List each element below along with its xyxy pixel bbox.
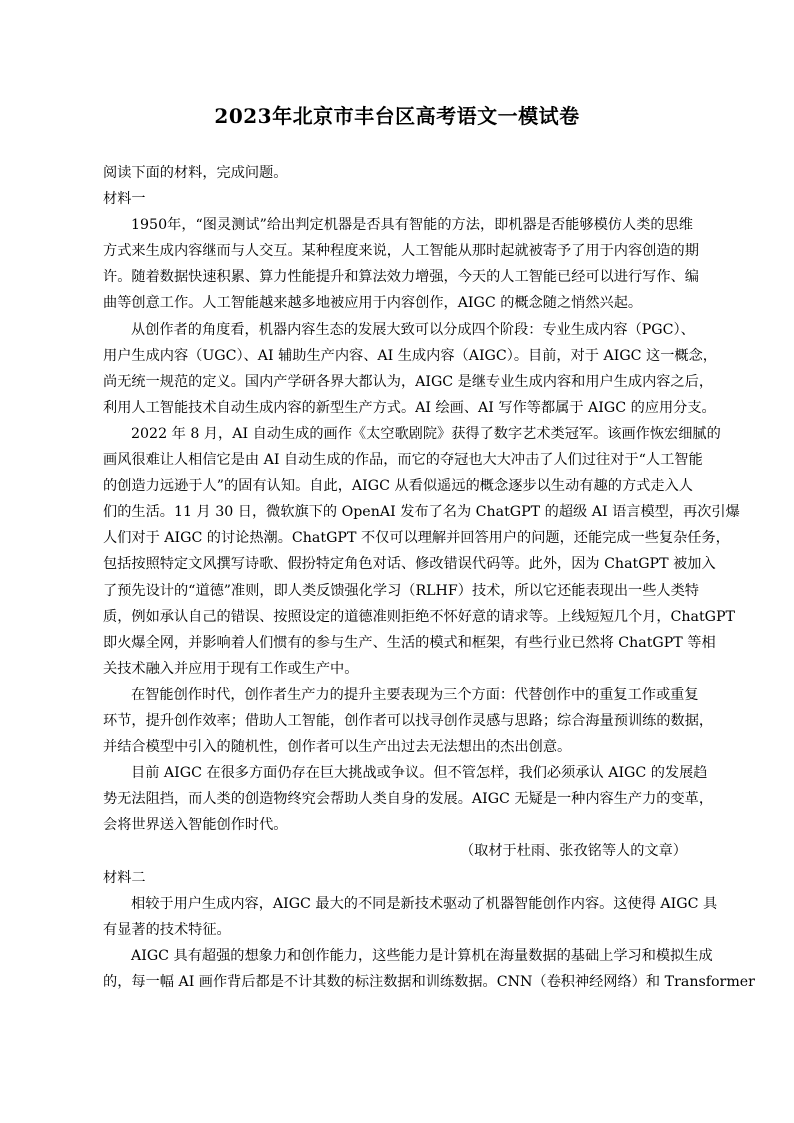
paragraph-line: 1950年，“图灵测试”给出判定机器是否具有智能的方法，即机器是否能够模仿人类的思维 (131, 217, 693, 234)
paragraph-line: 关技术融入并应用于现有工作或生产中。 (103, 660, 359, 677)
paragraph-line: 画风很难让人相信它是由 AI 自动生成的作品，而它的夺冠也大大冲击了人们过往对于“人工智能 (103, 452, 703, 469)
paragraph-line: 利用人工智能技术自动生成内容的新型生产方式。AI 绘画、AI 写作等都属于 AIGC 的应用分支。 (103, 399, 716, 416)
paragraph-line: 用户生成内容（UGC）、AI 辅助生产内容、AI 生成内容（AIGC）。目前，对于 AIGC 这一概念， (103, 347, 717, 364)
paragraph-line: 人们对于 AIGC 的讨论热潮。ChatGPT 不仅可以理解并回答用户的问题，还能完成一些复杂任务， (103, 530, 730, 547)
paragraph-line: 会将世界送入智能创作时代。 (103, 817, 288, 834)
paragraph-line: 势无法阻挡，而人类的创造物终究会帮助人类自身的发展。AIGC 无疑是一种内容生产力的变革， (103, 791, 714, 808)
paragraph-line: 包括按照特定文风撰写诗歌、假扮特定角色对话、修改错误代码等。此外，因为 ChatGPT 被加入 (103, 556, 716, 573)
paragraph-line: 的，每一幅 AI 画作背后都是不计其数的标注数据和训练数据。CNN（卷积神经网络）和 Transformer (103, 973, 755, 990)
paragraph-line: 们的生活。11 月 30 日，微软旗下的 OpenAI 发布了名为 ChatGPT 的超级 AI 语言模型，再次引爆 (103, 504, 740, 521)
paragraph-line: 许。随着数据快速积累、算力性能提升和算法效力增强，今天的人工智能已经可以进行写作、编 (103, 269, 699, 286)
paragraph-line: AIGC 具有超强的想象力和创作能力，这些能力是计算机在海量数据的基础上学习和模拟生成 (131, 947, 713, 964)
material-one-label: 材料一 (103, 191, 146, 208)
paragraph-line: 在智能创作时代，创作者生产力的提升主要表现为三个方面：代替创作中的重复工作或重复 (131, 686, 699, 703)
paragraph-line: 相较于用户生成内容，AIGC 最大的不同是新技术驱动了机器智能创作内容。这使得 AIGC 具 (131, 895, 718, 912)
document-body (103, 160, 755, 995)
paragraph-line: 即火爆全网，并影响着人们惯有的参与生产、生活的模式和框架，有些行业已然将 ChatGPT 等相 (103, 634, 716, 651)
paragraph-line: 并结合模型中引入的随机性，创作者可以生产出过去无法想出的杰出创意。 (103, 739, 572, 756)
paragraph-line: 方式来生成内容继而与人交互。某种程度来说，人工智能从那时起就被寄予了用于内容创造的期 (103, 243, 699, 260)
paragraph-line: 有显著的技术特征。 (103, 921, 231, 938)
material-two-label: 材料二 (103, 869, 146, 886)
paragraph-line: 尚无统一规范的定义。国内产学研各界大都认为，AIGC 是继专业生成内容和用户生成内容之后， (103, 373, 714, 390)
paragraph-line: 曲等创意工作。人工智能越来越多地被应用于内容创作，AIGC 的概念随之悄然兴起。 (103, 295, 643, 312)
paragraph-line: 的创造力远逊于人”的固有认知。自此，AIGC 从看似遥远的概念逐步以生动有趣的方式走入人 (103, 478, 693, 495)
paragraph-line: 2022 年 8 月，AI 自动生成的画作《太空歌剧院》获得了数字艺术类冠军。该画作恢宏细腻的 (131, 425, 721, 442)
paragraph-line: 了预先设计的“道德”准则，即人类反馈强化学习（RLHF）技术，所以它还能表现出一些人类特 (103, 582, 699, 599)
intro-text: 阅读下面的材料，完成问题。 (103, 165, 288, 181)
paragraph-line: 目前 AIGC 在很多方面仍存在巨大挑战或争议。但不管怎样，我们必须承认 AIGC 的发展趋 (131, 765, 708, 782)
paragraph-line: 从创作者的角度看，机器内容生态的发展大致可以分成四个阶段：专业生成内容（PGC）、 (131, 321, 695, 338)
page-title: 2023年北京市丰台区高考语文一模试卷 (214, 104, 580, 128)
paragraph-line: 质，例如承认自己的错误、按照设定的道德准则拒绝不怀好意的请求等。上线短短几个月，ChatGPT (103, 608, 735, 625)
paragraph-line: 环节，提升创作效率；借助人工智能，创作者可以找寻创作灵感与思路；综合海量预训练的数据， (103, 712, 714, 729)
source-citation: （取材于杜雨、张孜铭等人的文章） (459, 843, 687, 860)
